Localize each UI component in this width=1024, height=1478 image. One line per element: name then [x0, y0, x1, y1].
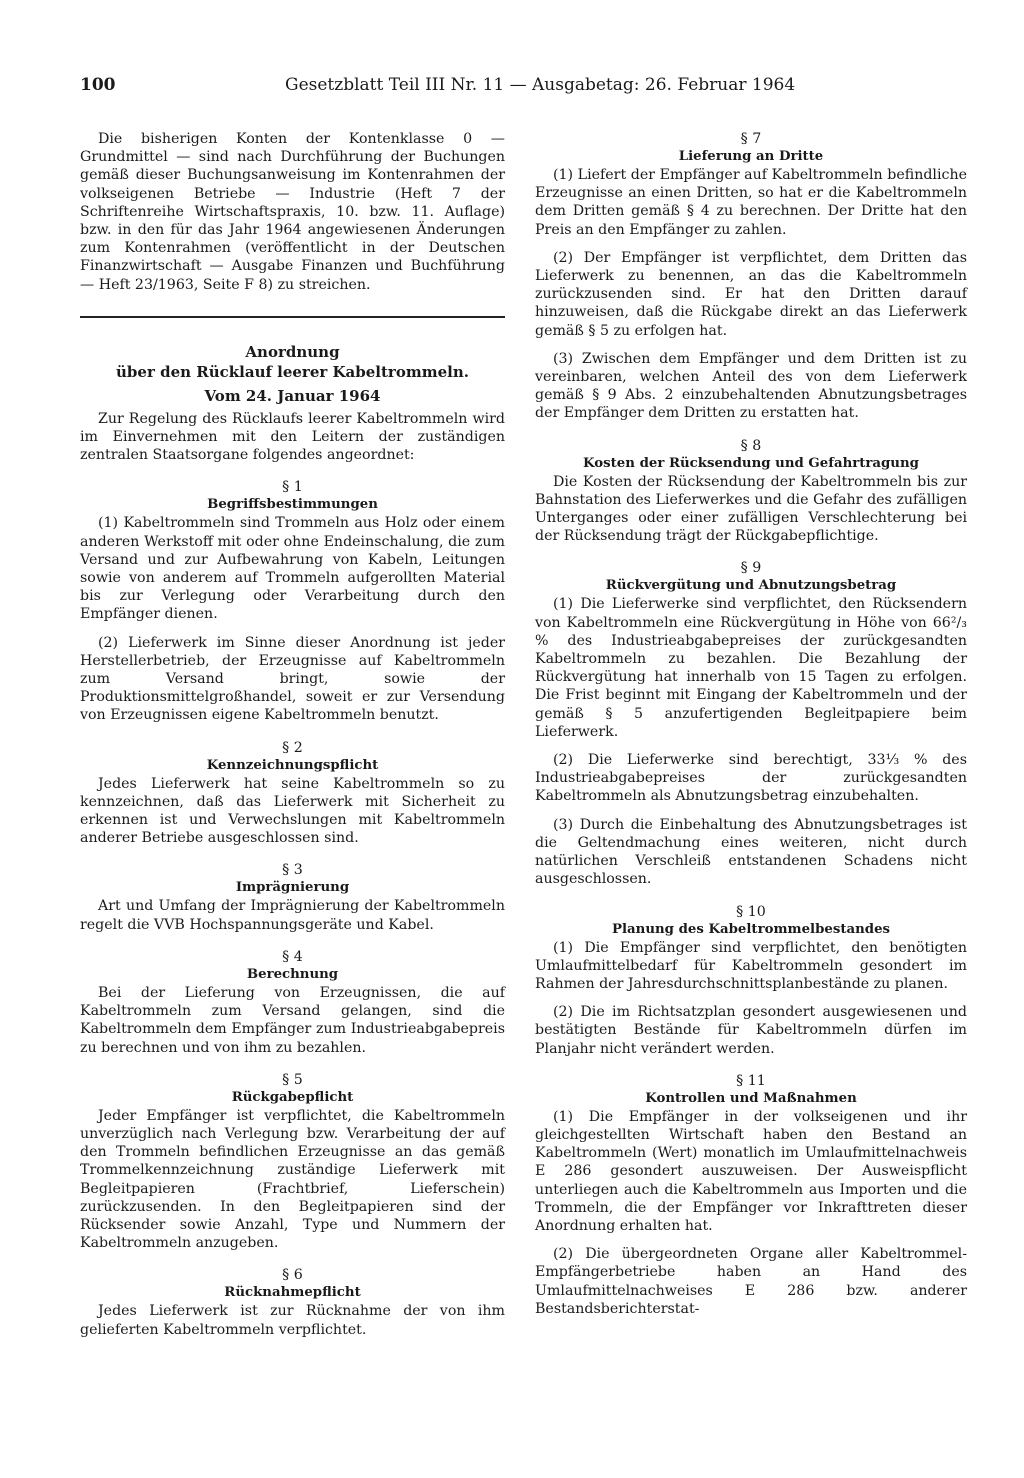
section-number: § 8: [740, 437, 762, 454]
ordinance-date: Vom 24. Januar 1964: [204, 386, 381, 405]
right-column: [535, 130, 967, 1318]
paragraph: (1) Die Empfänger in der volkseigenen und ihr gleichgestellten Wirtschaft haben den Bestand an Kabeltrommeln (Wert) monatlich im Umlaufmittelnachweis E 286 gesondert auszuweisen. Der Ausweispflicht unterliegen auch die Kabeltrommeln aus Importen und die Trommeln, die der Empfänger vor Inkrafttreten dieser Anordnung erhalten hat.: [535, 1108, 967, 1234]
paragraph: Jeder Empfänger ist verpflichtet, die Kabeltrommeln unverzüglich nach Verlegung bzw. Verarbeitung der auf den Trommeln befindlichen Erzeugnisse an das gemäß Trommelkennzeichnung zuständige Lieferwerk mit Begleitpapieren (Frachtbrief, Lieferschein) zurückzusenden. In den Begleitpapieren sind der Rücksender sowie Anzahl, Type und Nummern der Kabeltrommeln anzugeben.: [80, 1107, 505, 1252]
section-number: § 6: [282, 1267, 303, 1284]
intro-paragraph: Die bisherigen Konten der Kontenklasse 0 — Grundmittel — sind nach Durchführung der Buchungen gemäß dieser Buchungsanweisung im Kontenrahmen der volkseigenen Betriebe — Industrie (Heft 7 der Schriftenreihe Wirtschaftspraxis, 10. bzw. 11. Auflage) bzw. in den für das Jahr 1964 angewiesenen Änderungen zum Kontenrahmen (veröffentlicht in der Deutschen Finanzwirtschaft — Ausgabe Finanzen und Buchführung — Heft 23/1963, Seite F 8) zu streichen.: [80, 131, 505, 293]
paragraph: Jedes Lieferwerk ist zur Rücknahme der von ihm gelieferten Kabeltrommeln verpflichtet.: [80, 1303, 505, 1338]
ordinance-title: [80, 342, 505, 382]
left-column: [80, 130, 505, 1339]
running-title: Gesetzblatt Teil III Nr. 11 — Ausgabetag: 26. Februar 1964: [285, 75, 796, 95]
section-divider: [80, 316, 505, 318]
section-number: § 4: [282, 948, 303, 965]
paragraph: (1) Die Empfänger sind verpflichtet, den benötigten Umlaufmittelbedarf für Kabeltrommeln gesondert im Rahmen der Jahresdurchschnittsplanbestände zu planen.: [535, 939, 967, 992]
paragraph: Art und Umfang der Imprägnierung der Kabeltrommeln regelt die VVB Hochspannungsgeräte und Kabel.: [80, 898, 505, 933]
section-heading: Kennzeichnungspflicht: [206, 757, 379, 773]
paragraph: (2) Die im Richtsatzplan gesondert ausgewiesenen und bestätigten Bestände für Kabeltrommeln dürfen im Planjahr nicht verändert werden.: [535, 1004, 967, 1057]
section-heading: Kosten der Rücksendung und Gefahrtragung: [583, 455, 919, 471]
section-number: § 11: [736, 1072, 766, 1089]
section-number: § 5: [282, 1071, 303, 1088]
paragraph: Bei der Lieferung von Erzeugnissen, die auf Kabeltrommeln zum Versand gelangen, sind die Kabeltrommeln dem Empfänger zum Industrieabgabepreis zu berechnen und von ihm zu bezahlen.: [80, 984, 505, 1056]
section-number: § 1: [282, 479, 303, 496]
paragraph: (3) Durch die Einbehaltung des Abnutzungsbetrages ist die Geltendmachung eines weiteren, nicht durch natürlichen Verschleiß entstandenen Schadens nicht ausgeschlossen.: [535, 816, 967, 888]
section-number: § 2: [282, 739, 303, 756]
ordinance-title-line-2: über den Rücklauf leerer Kabeltrommeln.: [116, 362, 469, 381]
paragraph: (1) Die Lieferwerke sind verpflichtet, den Rücksendern von Kabeltrommeln eine Rückvergütung in Höhe von 66²/₃ % des Industrieabgabepreises der zurückgesandten Kabeltrommeln zu bezahlen. Die Bezahlung der Rückvergütung hat innerhalb von 15 Tagen zu erfolgen. Die Frist beginnt mit Eingang der Kabeltrommeln und der gemäß § 5 anzufertigenden Begleitpapiere beim Lieferwerk.: [535, 596, 967, 740]
section-heading: Rückgabepflicht: [231, 1089, 354, 1105]
section-heading: Rücknahmepflicht: [224, 1285, 361, 1301]
page-header: [80, 75, 796, 105]
paragraph: (1) Kabeltrommeln sind Trommeln aus Holz oder einem anderen Werkstoff mit oder ohne Endeinschalung, die zum Versand und zur Aufbewahrung von Kabeln, Leitungen sowie von anderem auf Trommeln aufgerollten Material bis zur Verlegung oder Verarbeitung durch den Empfänger dienen.: [80, 515, 505, 623]
section-number: § 3: [282, 862, 303, 879]
section-heading: Berechnung: [246, 966, 339, 982]
paragraph: Die Kosten der Rücksendung der Kabeltrommeln bis zur Bahnstation des Lieferwerkes und die Gefahr des zufälligen Unterganges oder einer zufälligen Verschlechterung bei der Rücksendung trägt der Rückgabepflichtige.: [535, 473, 967, 545]
section-number: § 10: [736, 903, 766, 920]
paragraph: (2) Der Empfänger ist verpflichtet, dem Dritten das Lieferwerk zu benennen, an das die Kabeltrommeln zurückzusenden sind. Er hat den Dritten darauf hinzuweisen, daß die Rückgabe direkt an das Lieferwerk gemäß § 5 zu erfolgen hat.: [535, 249, 967, 339]
section-heading: Kontrollen und Maßnahmen: [645, 1090, 857, 1106]
page-number: 100: [80, 75, 116, 95]
section-heading: Begriffsbestimmungen: [207, 497, 378, 513]
paragraph: (3) Zwischen dem Empfänger und dem Dritten ist zu vereinbaren, welchen Anteil des von dem Lieferwerk gemäß § 9 Abs. 2 einzubehaltenden Abnutzungsbetrages der Empfänger dem Dritten zu erstatten hat.: [535, 350, 967, 422]
section-heading: Rückvergütung und Abnutzungsbetrag: [605, 578, 897, 594]
ordinance-title-line-1: Anordnung: [245, 342, 340, 361]
section-number: § 7: [740, 131, 762, 147]
paragraph: (2) Lieferwerk im Sinne dieser Anordnung ist jeder Herstellerbetrieb, der Erzeugnisse auf Kabeltrommeln zum Versand bringt, sowie der Produktionsmittelgroßhandel, soweit er zur Versendung von Erzeugnissen eigene Kabeltrommeln benutzt.: [80, 634, 505, 724]
section-heading: Imprägnierung: [235, 880, 350, 896]
paragraph: (2) Die Lieferwerke sind berechtigt, 33⅓ % des Industrieabgabepreises der zurückgesandten Kabeltrommeln als Abnutzungsbetrag einzubehalten.: [535, 752, 967, 805]
section-heading: Planung des Kabeltrommelbestandes: [611, 921, 891, 937]
paragraph: Jedes Lieferwerk hat seine Kabeltrommeln so zu kennzeichnen, daß das Lieferwerk mit Sicherheit zu erkennen ist und Verwechslungen mit Kabeltrommeln anderer Betriebe ausgeschlossen sind.: [80, 775, 505, 847]
paragraph: (2) Die übergeordneten Organe aller Kabeltrommel-Empfängerbetriebe haben an Hand des Umlaufmittelnachweises E 286 bzw. anderer Bestandsberichterstat-: [535, 1246, 967, 1317]
preamble: Zur Regelung des Rücklaufs leerer Kabeltrommeln wird im Einvernehmen mit den Leitern der zuständigen zentralen Staatsorgane folgendes angeordnet:: [80, 410, 505, 464]
section-number: § 9: [740, 560, 762, 577]
paragraph: (1) Liefert der Empfänger auf Kabeltrommeln befindliche Erzeugnisse an einen Dritten, so hat er die Kabeltrommeln dem Dritten gemäß § 4 zu berechnen. Der Dritte hat den Preis an den Empfänger zu zahlen.: [535, 167, 967, 238]
section-heading: Lieferung an Dritte: [678, 149, 824, 164]
